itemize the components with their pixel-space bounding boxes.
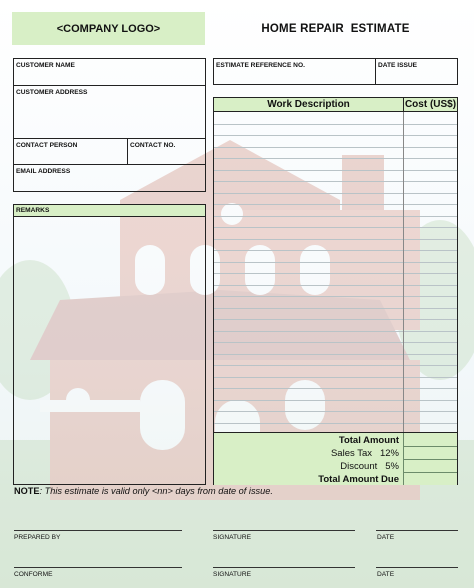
- estimate-reference-field[interactable]: [214, 59, 375, 84]
- signature-line-1[interactable]: [213, 530, 355, 531]
- work-row-line: [214, 227, 457, 228]
- customer-address-label: CUSTOMER ADDRESS: [16, 89, 88, 96]
- work-row-line: [214, 423, 457, 424]
- work-row-line: [214, 308, 457, 309]
- work-row-line: [214, 388, 457, 389]
- work-row-line: [214, 400, 457, 401]
- work-row-line: [214, 135, 457, 136]
- date-issue-field[interactable]: [376, 59, 457, 84]
- conforme-label: CONFORME: [14, 571, 53, 578]
- work-description-header: [214, 98, 403, 112]
- remarks-header: [14, 205, 205, 217]
- work-description-header-text: Work Description: [267, 99, 350, 110]
- work-table: [213, 97, 458, 485]
- work-row-line: [214, 411, 457, 412]
- work-row-line: [214, 262, 457, 263]
- work-row-line: [214, 342, 457, 343]
- sales-tax-rate: 12%: [379, 448, 399, 459]
- sales-tax-label: Sales Tax: [330, 448, 372, 459]
- estimate-reference-label: ESTIMATE REFERENCE NO.: [216, 62, 305, 69]
- work-row-line: [214, 365, 457, 366]
- total-amount-value[interactable]: [404, 433, 457, 446]
- note-text: : This estimate is valid only <nn> days from date of issue.: [39, 486, 273, 496]
- contact-no-field[interactable]: [128, 139, 205, 164]
- date-label-2: DATE: [377, 571, 395, 578]
- work-row-line: [214, 216, 457, 217]
- date-line-1[interactable]: [376, 530, 458, 531]
- date-issue-label: DATE ISSUE: [378, 62, 418, 69]
- discount-row: [214, 460, 402, 473]
- work-row-line: [214, 273, 457, 274]
- contact-no-label: CONTACT NO.: [130, 142, 176, 149]
- signature-label-2: SIGNATURE: [213, 571, 251, 578]
- work-row-line: [214, 331, 457, 332]
- cost-column-divider: [403, 112, 404, 485]
- page-title: [213, 12, 458, 45]
- total-amount-due-value[interactable]: [404, 473, 457, 485]
- company-logo-text: <COMPANY LOGO>: [56, 22, 161, 35]
- remarks-box[interactable]: [13, 204, 206, 485]
- customer-name-label: CUSTOMER NAME: [16, 62, 75, 69]
- conforme-line[interactable]: [14, 567, 182, 568]
- signature-label-1: SIGNATURE: [213, 534, 251, 541]
- customer-info-box: [13, 58, 206, 192]
- work-row-line: [214, 296, 457, 297]
- work-row-line: [214, 354, 457, 355]
- discount-rate: 5%: [385, 461, 399, 472]
- discount-value[interactable]: [404, 460, 457, 472]
- work-row-line: [214, 124, 457, 125]
- prepared-by-label: PREPARED BY: [14, 534, 61, 541]
- customer-address-field[interactable]: [14, 86, 205, 138]
- note-prefix: NOTE: [14, 486, 40, 496]
- contact-person-field[interactable]: [14, 139, 127, 164]
- totals-section: [214, 432, 457, 485]
- sales-tax-row: [214, 447, 402, 460]
- date-line-2[interactable]: [376, 567, 458, 568]
- date-label-1: DATE: [377, 534, 395, 541]
- work-row-line: [214, 239, 457, 240]
- work-row-line: [214, 285, 457, 286]
- work-row-line: [214, 193, 457, 194]
- prepared-by-line[interactable]: [14, 530, 182, 531]
- work-row-line: [214, 158, 457, 159]
- email-address-field[interactable]: [14, 165, 205, 191]
- work-row-line: [214, 377, 457, 378]
- work-row-line: [214, 181, 457, 182]
- total-amount-due-label: Total Amount Due: [318, 474, 399, 485]
- remarks-label: REMARKS: [16, 207, 50, 214]
- customer-name-field[interactable]: [14, 59, 205, 85]
- total-amount-label: Total Amount: [338, 435, 399, 446]
- estimate-info-box: [213, 58, 458, 85]
- contact-person-label: CONTACT PERSON: [16, 142, 78, 149]
- work-row-line: [214, 319, 457, 320]
- email-address-label: EMAIL ADDRESS: [16, 168, 71, 175]
- work-row-line: [214, 250, 457, 251]
- cost-header-text: Cost (US$): [404, 99, 457, 110]
- work-row-line: [214, 147, 457, 148]
- page-title-text: HOME REPAIR ESTIMATE: [261, 22, 410, 35]
- work-row-line: [214, 170, 457, 171]
- discount-label: Discount: [340, 461, 378, 472]
- validity-note: [14, 486, 273, 496]
- work-row-line: [214, 204, 457, 205]
- cost-header: [403, 98, 457, 112]
- signature-line-2[interactable]: [213, 567, 355, 568]
- company-logo-placeholder: [12, 12, 205, 45]
- sales-tax-value[interactable]: [404, 447, 457, 459]
